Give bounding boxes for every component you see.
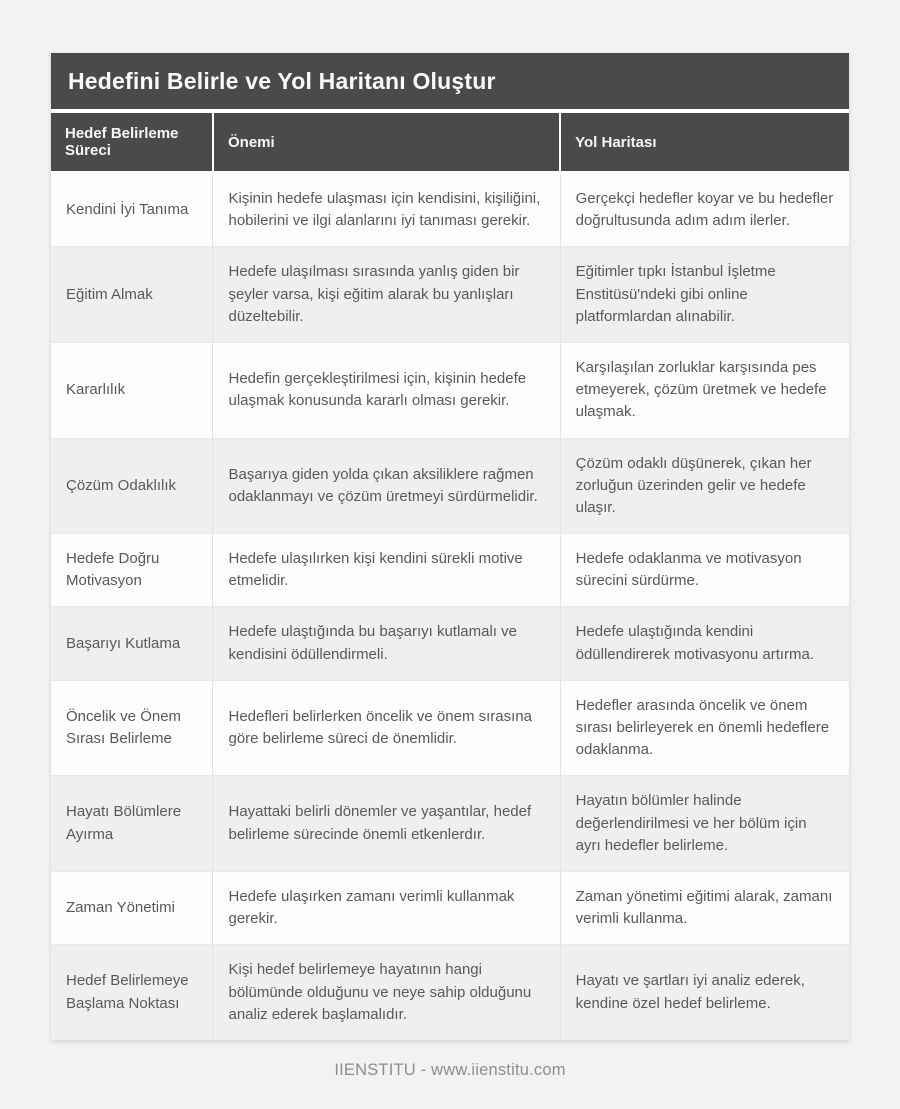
table-body xyxy=(51,173,849,1040)
column-header-process: Hedef Belirleme Süreci xyxy=(51,113,213,173)
roadmap-cell: Eğitimler tıpkı İstanbul İşletme Enstitüsü'ndeki gibi online platformlardan alınabilir. xyxy=(560,247,849,343)
process-cell: Zaman Yönetimi xyxy=(51,871,213,944)
roadmap-cell: Hayatı ve şartları iyi analiz ederek, kendine özel hedef belirleme. xyxy=(560,945,849,1040)
roadmap-cell: Karşılaşılan zorluklar karşısında pes etmeyerek, çözüm üretmek ve hedefe ulaşmak. xyxy=(560,342,849,438)
table-row xyxy=(51,945,849,1040)
goal-table-card xyxy=(51,53,849,1040)
table-row xyxy=(51,342,849,438)
process-cell: Çözüm Odaklılık xyxy=(51,438,213,534)
roadmap-cell: Hedefler arasında öncelik ve önem sırası belirleyerek en önemli hedeflere odaklanma. xyxy=(560,680,849,776)
table-row xyxy=(51,534,849,607)
roadmap-cell: Gerçekçi hedefler koyar ve bu hedefler doğrultusunda adım adım ilerler. xyxy=(560,173,849,247)
importance-cell: Kişinin hedefe ulaşması için kendisini, kişiliğini, hobilerini ve ilgi alanlarını iyi tanıması gerekir. xyxy=(213,173,560,247)
importance-cell: Hedefe ulaşırken zamanı verimli kullanmak gerekir. xyxy=(213,871,560,944)
table-row xyxy=(51,173,849,247)
roadmap-cell: Hayatın bölümler halinde değerlendirilmesi ve her bölüm için ayrı hedefler belirleme. xyxy=(560,776,849,872)
roadmap-cell: Zaman yönetimi eğitimi alarak, zamanı verimli kullanma. xyxy=(560,871,849,944)
process-cell: Hedef Belirlemeye Başlama Noktası xyxy=(51,945,213,1040)
importance-cell: Hedefe ulaştığında bu başarıyı kutlamalı ve kendisini ödüllendirmeli. xyxy=(213,607,560,680)
table-row xyxy=(51,247,849,343)
process-cell: Hedefe Doğru Motivasyon xyxy=(51,534,213,607)
column-header-roadmap: Yol Haritası xyxy=(560,113,849,173)
importance-cell: Hedefe ulaşılması sırasında yanlış giden bir şeyler varsa, kişi eğitim alarak bu yanlışları düzeltebilir. xyxy=(213,247,560,343)
footer-brand-text: IIENSTITU - www.iienstitu.com xyxy=(334,1060,566,1079)
process-cell: Öncelik ve Önem Sırası Belirleme xyxy=(51,680,213,776)
roadmap-cell: Hedefe odaklanma ve motivasyon sürecini sürdürme. xyxy=(560,534,849,607)
importance-cell: Kişi hedef belirlemeye hayatının hangi bölümünde olduğunu ve neye sahip olduğunu analiz ederek başlamalıdır. xyxy=(213,945,560,1040)
goal-setting-table xyxy=(51,113,849,1040)
page-title: Hedefini Belirle ve Yol Haritanı Oluştur xyxy=(51,53,849,109)
roadmap-cell: Çözüm odaklı düşünerek, çıkan her zorluğun üzerinden gelir ve hedefe ulaşır. xyxy=(560,438,849,534)
importance-cell: Hedefe ulaşılırken kişi kendini sürekli motive etmelidir. xyxy=(213,534,560,607)
table-row xyxy=(51,607,849,680)
table-row xyxy=(51,438,849,534)
column-header-importance: Önemi xyxy=(213,113,560,173)
process-cell: Eğitim Almak xyxy=(51,247,213,343)
table-header-row xyxy=(51,113,849,173)
process-cell: Hayatı Bölümlere Ayırma xyxy=(51,776,213,872)
importance-cell: Başarıya giden yolda çıkan aksiliklere rağmen odaklanmayı ve çözüm üretmeyi sürdürmelidir. xyxy=(213,438,560,534)
table-row xyxy=(51,871,849,944)
importance-cell: Hedefin gerçekleştirilmesi için, kişinin hedefe ulaşmak konusunda kararlı olması gerekir. xyxy=(213,342,560,438)
table-row xyxy=(51,776,849,872)
importance-cell: Hayattaki belirli dönemler ve yaşantılar, hedef belirleme sürecinde önemli etkenlerdır. xyxy=(213,776,560,872)
process-cell: Kararlılık xyxy=(51,342,213,438)
roadmap-cell: Hedefe ulaştığında kendini ödüllendirerek motivasyonu artırma. xyxy=(560,607,849,680)
importance-cell: Hedefleri belirlerken öncelik ve önem sırasına göre belirleme süreci de önemlidir. xyxy=(213,680,560,776)
process-cell: Kendini İyi Tanıma xyxy=(51,173,213,247)
process-cell: Başarıyı Kutlama xyxy=(51,607,213,680)
table-row xyxy=(51,680,849,776)
